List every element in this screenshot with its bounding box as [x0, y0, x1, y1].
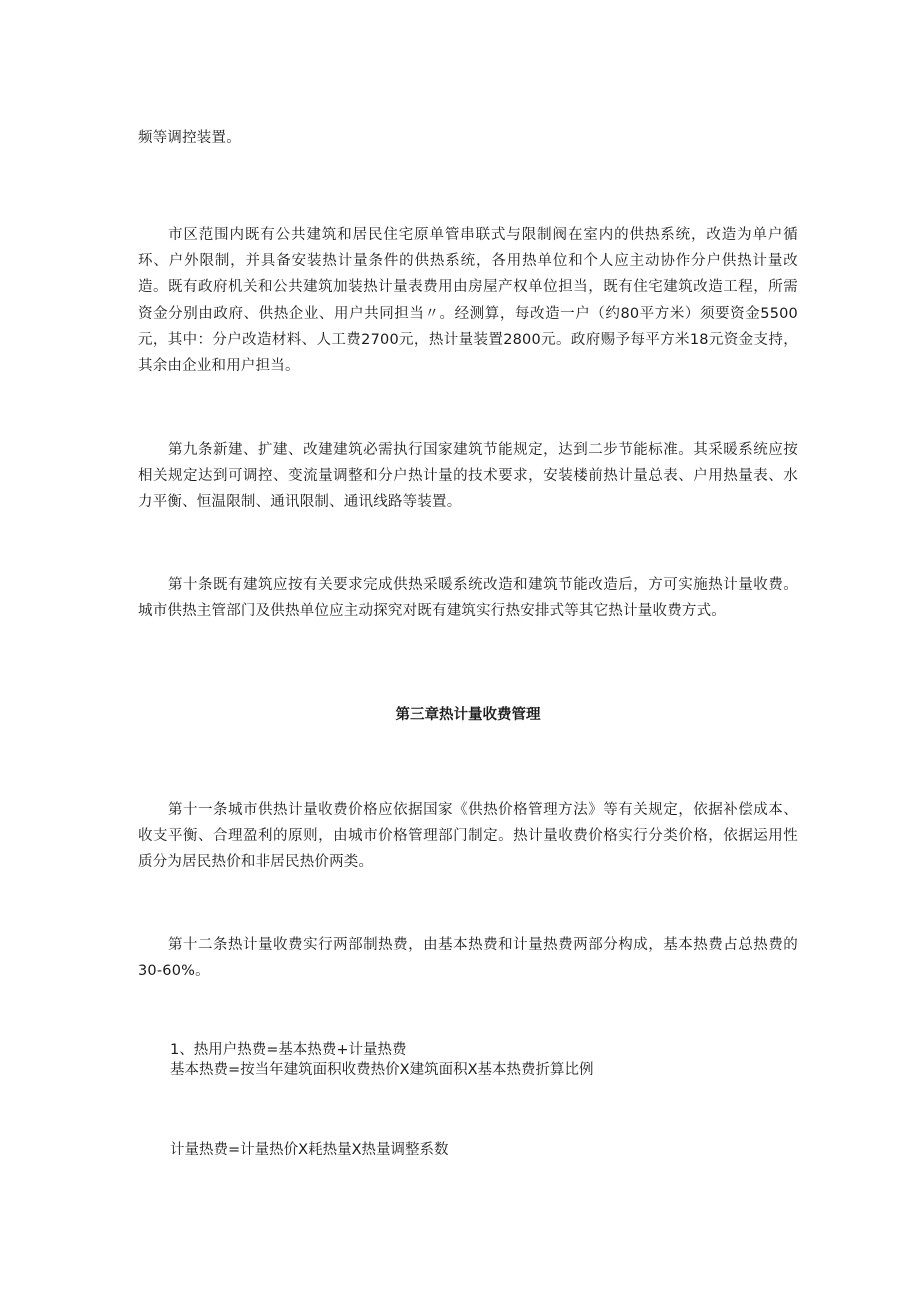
paragraph-intro-tail: 频等调控装置。 [138, 130, 241, 146]
formula-metered-fee: 计量热费=计量热价X耗热量X热量调整系数 [170, 1142, 449, 1158]
chapter-heading: 第三章热计量收费管理 [395, 707, 541, 723]
paragraph-article-9: 第九条新建、扩建、改建建筑必需执行国家建筑节能规定，达到二步节能标准。其采暖系统应按相关规定达到可调控、变流量调整和分户热计量的技术要求，安装楼前热计量总表、户用热量表、水力平衡、恒温限制、通讯限制、通讯线路等装置。 [138, 442, 798, 511]
formula-total-fee: 1、热用户热费=基本热费+计量热费 [170, 1042, 407, 1058]
formula-base-fee: 基本热费=按当年建筑面积收费热价X建筑面积X基本热费折算比例 [170, 1062, 594, 1078]
paragraph-article-12: 第十二条热计量收费实行两部制热费，由基本热费和计量热费两部分构成，基本热费占总热费的30-60%。 [138, 937, 798, 980]
paragraph-retrofit: 市区范围内既有公共建筑和居民住宅原单管串联式与限制阀在室内的供热系统，改造为单户循环、户外限制，并具备安装热计量条件的供热系统，各用热单位和个人应主动协作分户供热计量改造。既有政府机关和公共建筑加装热计量表费用由房屋产权单位担当，既有住宅建筑改造工程，所需资金分别由政府、供热企业、用户共同担当〃。经测算，每改造一户（约80平方米）须要资金5500元，其中：分户改造材料、人工费2700元，热计量装置2800元。政府赐予每平方米18元资金支持，其余由企业和用户担当。 [138, 227, 798, 375]
paragraph-article-11: 第十一条城市供热计量收费价格应依据国家《供热价格管理方法》等有关规定，依据补偿成本、收支平衡、合理盈利的原则，由城市价格管理部门制定。热计量收费价格实行分类价格，依据运用性质分为居民热价和非居民热价两类。 [138, 802, 798, 871]
paragraph-article-10: 第十条既有建筑应按有关要求完成供热采暖系统改造和建筑节能改造后，方可实施热计量收费。城市供热主管部门及供热单位应主动探究对既有建筑实行热安排式等其它热计量收费方式。 [138, 577, 798, 620]
